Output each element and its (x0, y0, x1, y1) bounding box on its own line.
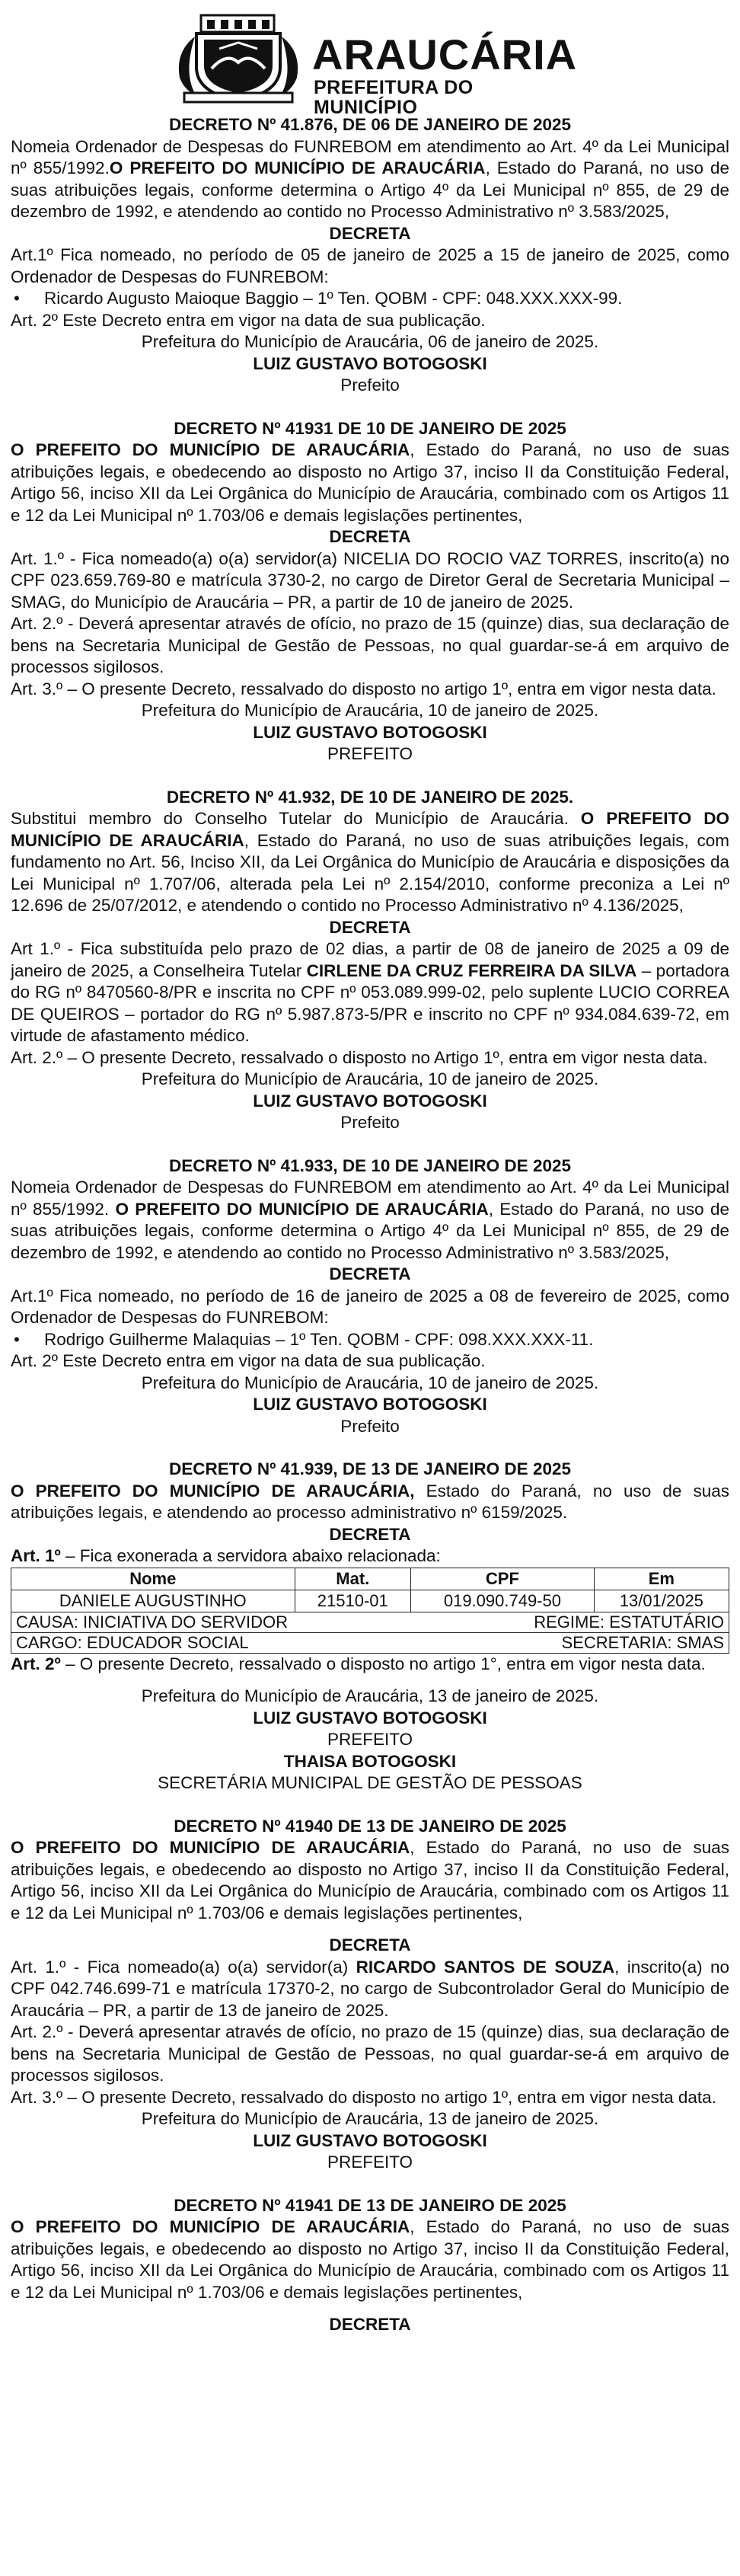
decree-intro (11, 1837, 729, 1924)
person-name: CIRLENE DA CRUZ FERREIRA DA SILVA (306, 960, 637, 980)
article-2: Art. 2º Este Decreto entra em vigor na data de sua publicação. (11, 1351, 486, 1370)
signer-role: PREFEITO (327, 2153, 413, 2172)
table-cell: 21510-01 (295, 1590, 411, 1612)
signer-name: LUIZ GUSTAVO BOTOGOSKI (253, 1395, 487, 1414)
decreta-heading: DECRETA (329, 1524, 411, 1544)
place-date: Prefeitura do Município de Araucária, 06 de janeiro de 2025. (141, 332, 599, 351)
decreta-heading: DECRETA (329, 1935, 411, 1954)
decree-title: DECRETO Nº 41.876, DE 06 DE JANEIRO DE 2025 (168, 115, 571, 134)
decrees-column (11, 114, 729, 2336)
column-header: Em (594, 1568, 729, 1590)
decree-intro (11, 136, 729, 223)
intro-text: , Estado do Paraná, no uso de suas atribuições legais, e obedecendo ao disposto no Artigo 37, inciso II da Constituição Federal, Artigo 56, inciso XII da Lei Orgânica do Município de Araucária, combinado com os Artigos 11 e 12 da Lei Municipal nº 1.703/06 e demais legislações pertinentes, (11, 2217, 730, 2302)
article-1 (11, 938, 729, 1047)
nominee-list (11, 288, 729, 310)
article-text: Art. 1.º - Fica nomeado(a) o(a) servidor(a) (11, 1957, 356, 1977)
intro-authority: O PREFEITO DO MUNICÍPIO DE ARAUCÁRIA (11, 440, 410, 459)
decree-41933 (11, 1155, 729, 1438)
intro-text: , Estado do Paraná, no uso de suas atribuições legais, e obedecendo ao disposto no Artigo 37, inciso II da Constituição Federal, Artigo 56, inciso XII da Lei Orgânica do Município de Araucária, combinado com os Artigos 11 e 12 da Lei Municipal nº 1.703/06 e demais legislações pertinentes, (11, 1838, 730, 1922)
signer-name: THAISA BOTOGOSKI (283, 1751, 457, 1771)
decree-41939 (11, 1459, 729, 1795)
decree-41940 (11, 1816, 729, 2174)
decree-title: DECRETO Nº 41931 DE 10 DE JANEIRO DE 2025 (174, 418, 566, 438)
decree-intro (11, 1177, 729, 1264)
signer-name: LUIZ GUSTAVO BOTOGOSKI (253, 1708, 487, 1727)
decreta-heading: DECRETA (329, 1264, 411, 1283)
column-header: Mat. (295, 1568, 411, 1590)
person-name: LUCIO CORREA DE QUEIROS (11, 983, 730, 1024)
intro-text: , Estado do Paraná, no uso de suas atribuições legais, com fundamento no Art. 56, Inciso XII, da Lei Orgânica do Município de Araucária e disposições da Lei Municipal nº 1.707/06, alterada pela Lei nº 2.154/2010, conforme preconiza a Lei nº 12.696 de 25/07/2012, e atendendo o contido no Processo Administrativo nº 4.136/2025, (11, 830, 730, 915)
araucaria-seal-icon (174, 14, 303, 104)
article-text: – portador do RG nº 5.987.873-5/PR e inscrito no CPF nº 934.084.639-72, em virtude de afastamento médico. (11, 1004, 729, 1045)
city-subtitle: PREFEITURA DO MUNICÍPIO (314, 77, 474, 118)
article-1 (11, 1545, 729, 1568)
decree-title: DECRETO Nº 41.932, DE 10 DE JANEIRO DE 2025. (166, 787, 574, 807)
article-1: Art. 1.º - Fica nomeado(a) o(a) servidor(a) NICELIA DO ROCIO VAZ TORRES, inscrito(a) no CPF 023.659.769-80 e matrícula 3730-2, no cargo de Diretor Geral de Secretaria Municipal – SMAG, do Município de Araucária – PR, a partir de 10 de janeiro de 2025. (11, 548, 729, 612)
article-text: Art 1.º - Fica substituída pelo prazo de 02 dias, a partir de 08 de janeiro de 2025 a 09 de janeiro de 2025, a Conselheira Tutelar (11, 939, 729, 980)
place-date: Prefeitura do Município de Araucária, 10 de janeiro de 2025. (141, 701, 599, 720)
decreta-heading: DECRETA (329, 2315, 411, 2334)
article-label: Art. 2º (11, 1654, 61, 1673)
decree-intro (11, 1481, 729, 1524)
column-header: Nome (11, 1568, 295, 1590)
article-2: Art. 2.º – O presente Decreto, ressalvado o disposto no Artigo 1º, entra em vigor nesta data. (11, 1047, 708, 1067)
intro-authority: O PREFEITO DO MUNICÍPIO DE ARAUCÁRIA (109, 158, 486, 177)
causa: CAUSA: INICIATIVA DO SERVIDOR (16, 1612, 288, 1632)
intro-text: Estado do Paraná, no uso de suas atribuições legais, e atendendo ao processo administrativo nº 6159/2025. (11, 1481, 730, 1522)
intro-text: , Estado do Paraná, no uso de suas atribuições legais, conforme determina o Artigo 4º da Lei Municipal nº 855, de 29 de dezembro de 1992, e atendendo ao contido no Processo Administrativo nº 3.583/2025, (11, 1199, 729, 1262)
decree-41876 (11, 114, 729, 397)
table-cell: 13/01/2025 (594, 1590, 729, 1612)
decree-title: DECRETO Nº 41940 DE 13 DE JANEIRO DE 2025 (174, 1816, 566, 1836)
servant-table (11, 1568, 729, 1612)
place-date: Prefeitura do Município de Araucária, 10 de janeiro de 2025. (141, 1069, 599, 1088)
article-3: Art. 3.º – O presente Decreto, ressalvado do disposto no artigo 1º, entra em vigor nesta data. (11, 679, 716, 698)
person-name: RICARDO SANTOS DE SOUZA (356, 1957, 615, 1977)
table-detail-row (11, 1633, 729, 1654)
cargo: CARGO: EDUCADOR SOCIAL (16, 1632, 249, 1652)
article-2: Art. 2.º - Deverá apresentar através de ofício, no prazo de 15 (quinze) dias, sua declaração de bens na Secretaria Municipal de Gestão de Pessoas, no qual guardar-se-á em arquivo de processos sigilosos. (11, 614, 729, 676)
column-header: CPF (411, 1568, 595, 1590)
article-text: , inscrito(a) no CPF 042.746.699-71 e matrícula 17370-2, no cargo de Subcontrolador Geral do Município de Araucária – PR, a partir de 13 de janeiro de 2025. (11, 1957, 729, 2020)
signer-role: PREFEITO (327, 1730, 413, 1749)
intro-authority: O PREFEITO DO MUNICÍPIO DE ARAUCÁRIA, (11, 1481, 415, 1501)
article-1: Art.1º Fica nomeado, no período de 05 de janeiro de 2025 a 15 de janeiro de 2025, como Ordenador de Despesas do FUNREBOM: (11, 245, 729, 286)
article-text: – O presente Decreto, ressalvado o disposto no artigo 1°, entra em vigor nesta data. (60, 1654, 706, 1673)
signer-name: LUIZ GUSTAVO BOTOGOSKI (253, 2130, 487, 2150)
signer-role: PREFEITO (327, 744, 413, 763)
intro-text: , Estado do Paraná, no uso de suas atribuições legais, e obedecendo ao disposto no Artigo 37, inciso II da Constituição Federal, Artigo 56, inciso XII da Lei Orgânica do Município de Araucária, combinado com os Artigos 11 e 12 da Lei Municipal nº 1.703/06 e demais legislações pertinentes, (11, 440, 730, 525)
article-text: – portadora do RG nº 8470560-8/PR e inscrita no CPF nº 053.089.999-02, pelo suplente (11, 960, 729, 1002)
article-3: Art. 3.º – O presente Decreto, ressalvado do disposto no artigo 1º, entra em vigor nesta data. (11, 2087, 716, 2107)
article-1: Art.1º Fica nomeado, no período de 16 de janeiro de 2025 a 08 de fevereiro de 2025, como Ordenador de Despesas do FUNREBOM: (11, 1286, 729, 1327)
decree-title: DECRETO Nº 41941 DE 13 DE JANEIRO DE 2025 (174, 2195, 566, 2215)
signer-role: SECRETÁRIA MUNICIPAL DE GESTÃO DE PESSOAS (158, 1773, 582, 1792)
regime: REGIME: ESTATUTÁRIO (534, 1612, 724, 1632)
intro-authority: O PREFEITO DO MUNICÍPIO DE ARAUCÁRIA (11, 2217, 410, 2236)
table-row (11, 1590, 729, 1612)
place-date: Prefeitura do Município de Araucária, 13 de janeiro de 2025. (141, 1686, 599, 1705)
place-date: Prefeitura do Município de Araucária, 10 de janeiro de 2025. (141, 1373, 599, 1392)
header (167, 14, 579, 118)
decree-41932 (11, 787, 729, 1134)
decree-intro (11, 2216, 729, 2303)
decree-41931 (11, 418, 729, 765)
intro-authority: O PREFEITO DO MUNICÍPIO DE ARAUCÁRIA (11, 1838, 410, 1857)
decree-title: DECRETO Nº 41.939, DE 13 DE JANEIRO DE 2025 (168, 1459, 571, 1478)
article-2: Art. 2º Este Decreto entra em vigor na data de sua publicação. (11, 310, 486, 330)
intro-authority: O PREFEITO DO MUNICÍPIO DE ARAUCÁRIA (115, 1199, 489, 1219)
signer-name: LUIZ GUSTAVO BOTOGOSKI (253, 722, 487, 742)
table-detail-row (11, 1612, 729, 1633)
signer-role: Prefeito (340, 376, 400, 395)
decree-intro (11, 808, 729, 917)
city-name: ARAUCÁRIA (312, 30, 578, 78)
table-header-row (11, 1568, 729, 1590)
decree-title: DECRETO Nº 41.933, DE 10 DE JANEIRO DE 2025 (168, 1155, 571, 1175)
article-2 (11, 1654, 729, 1676)
table-cell: DANIELE AUGUSTINHO (11, 1590, 295, 1612)
signer-role: Prefeito (340, 1416, 400, 1436)
secretaria: SECRETARIA: SMAS (561, 1632, 724, 1652)
article-1 (11, 1957, 729, 2022)
place-date: Prefeitura do Município de Araucária, 13 de janeiro de 2025. (141, 2109, 599, 2128)
article-text: – Fica exonerada a servidora abaixo relacionada: (60, 1546, 441, 1565)
list-item: • Ricardo Augusto Maioque Baggio – 1º Ten. QOBM - CPF: 048.XXX.XXX-99. (11, 288, 729, 310)
decree-intro (11, 439, 729, 526)
decreta-heading: DECRETA (329, 917, 411, 937)
article-2: Art. 2.º - Deverá apresentar através de ofício, no prazo de 15 (quinze) dias, sua declaração de bens na Secretaria Municipal de Gestão de Pessoas, no qual guardar-se-á em arquivo de processos sigilosos. (11, 2022, 729, 2085)
nominee-list (11, 1329, 729, 1351)
decree-41941 (11, 2195, 729, 2336)
intro-text: , Estado do Paraná, no uso de suas atribuições legais, conforme determina o Artigo 4º da Lei Municipal nº 855, de 29 de dezembro de 1992, e atendendo ao contido no Processo Administrativo nº 3.583/2025, (11, 158, 729, 221)
intro-summary: Nomeia Ordenador de Despesas do FUNREBOM em atendimento ao Art. 4º da Lei Municipal nº 855/1992. (11, 1178, 729, 1219)
signer-role: Prefeito (340, 1113, 400, 1132)
intro-summary: Nomeia Ordenador de Despesas do FUNREBOM em atendimento ao Art. 4º da Lei Municipal nº 855/1992. (11, 136, 729, 177)
intro-authority: O PREFEITO DO MUNICÍPIO DE ARAUCÁRIA (11, 809, 729, 850)
list-item: • Rodrigo Guilherme Malaquias – 1º Ten. QOBM - CPF: 098.XXX.XXX-11. (11, 1329, 729, 1351)
signer-name: LUIZ GUSTAVO BOTOGOSKI (253, 353, 487, 373)
decreta-heading: DECRETA (329, 223, 411, 243)
table-cell: 019.090.749-50 (411, 1590, 595, 1612)
decreta-heading: DECRETA (329, 527, 411, 546)
intro-summary: Substitui membro do Conselho Tutelar do Município de Araucária. (11, 809, 569, 828)
article-label: Art. 1º (11, 1546, 61, 1565)
signer-name: LUIZ GUSTAVO BOTOGOSKI (253, 1091, 487, 1111)
